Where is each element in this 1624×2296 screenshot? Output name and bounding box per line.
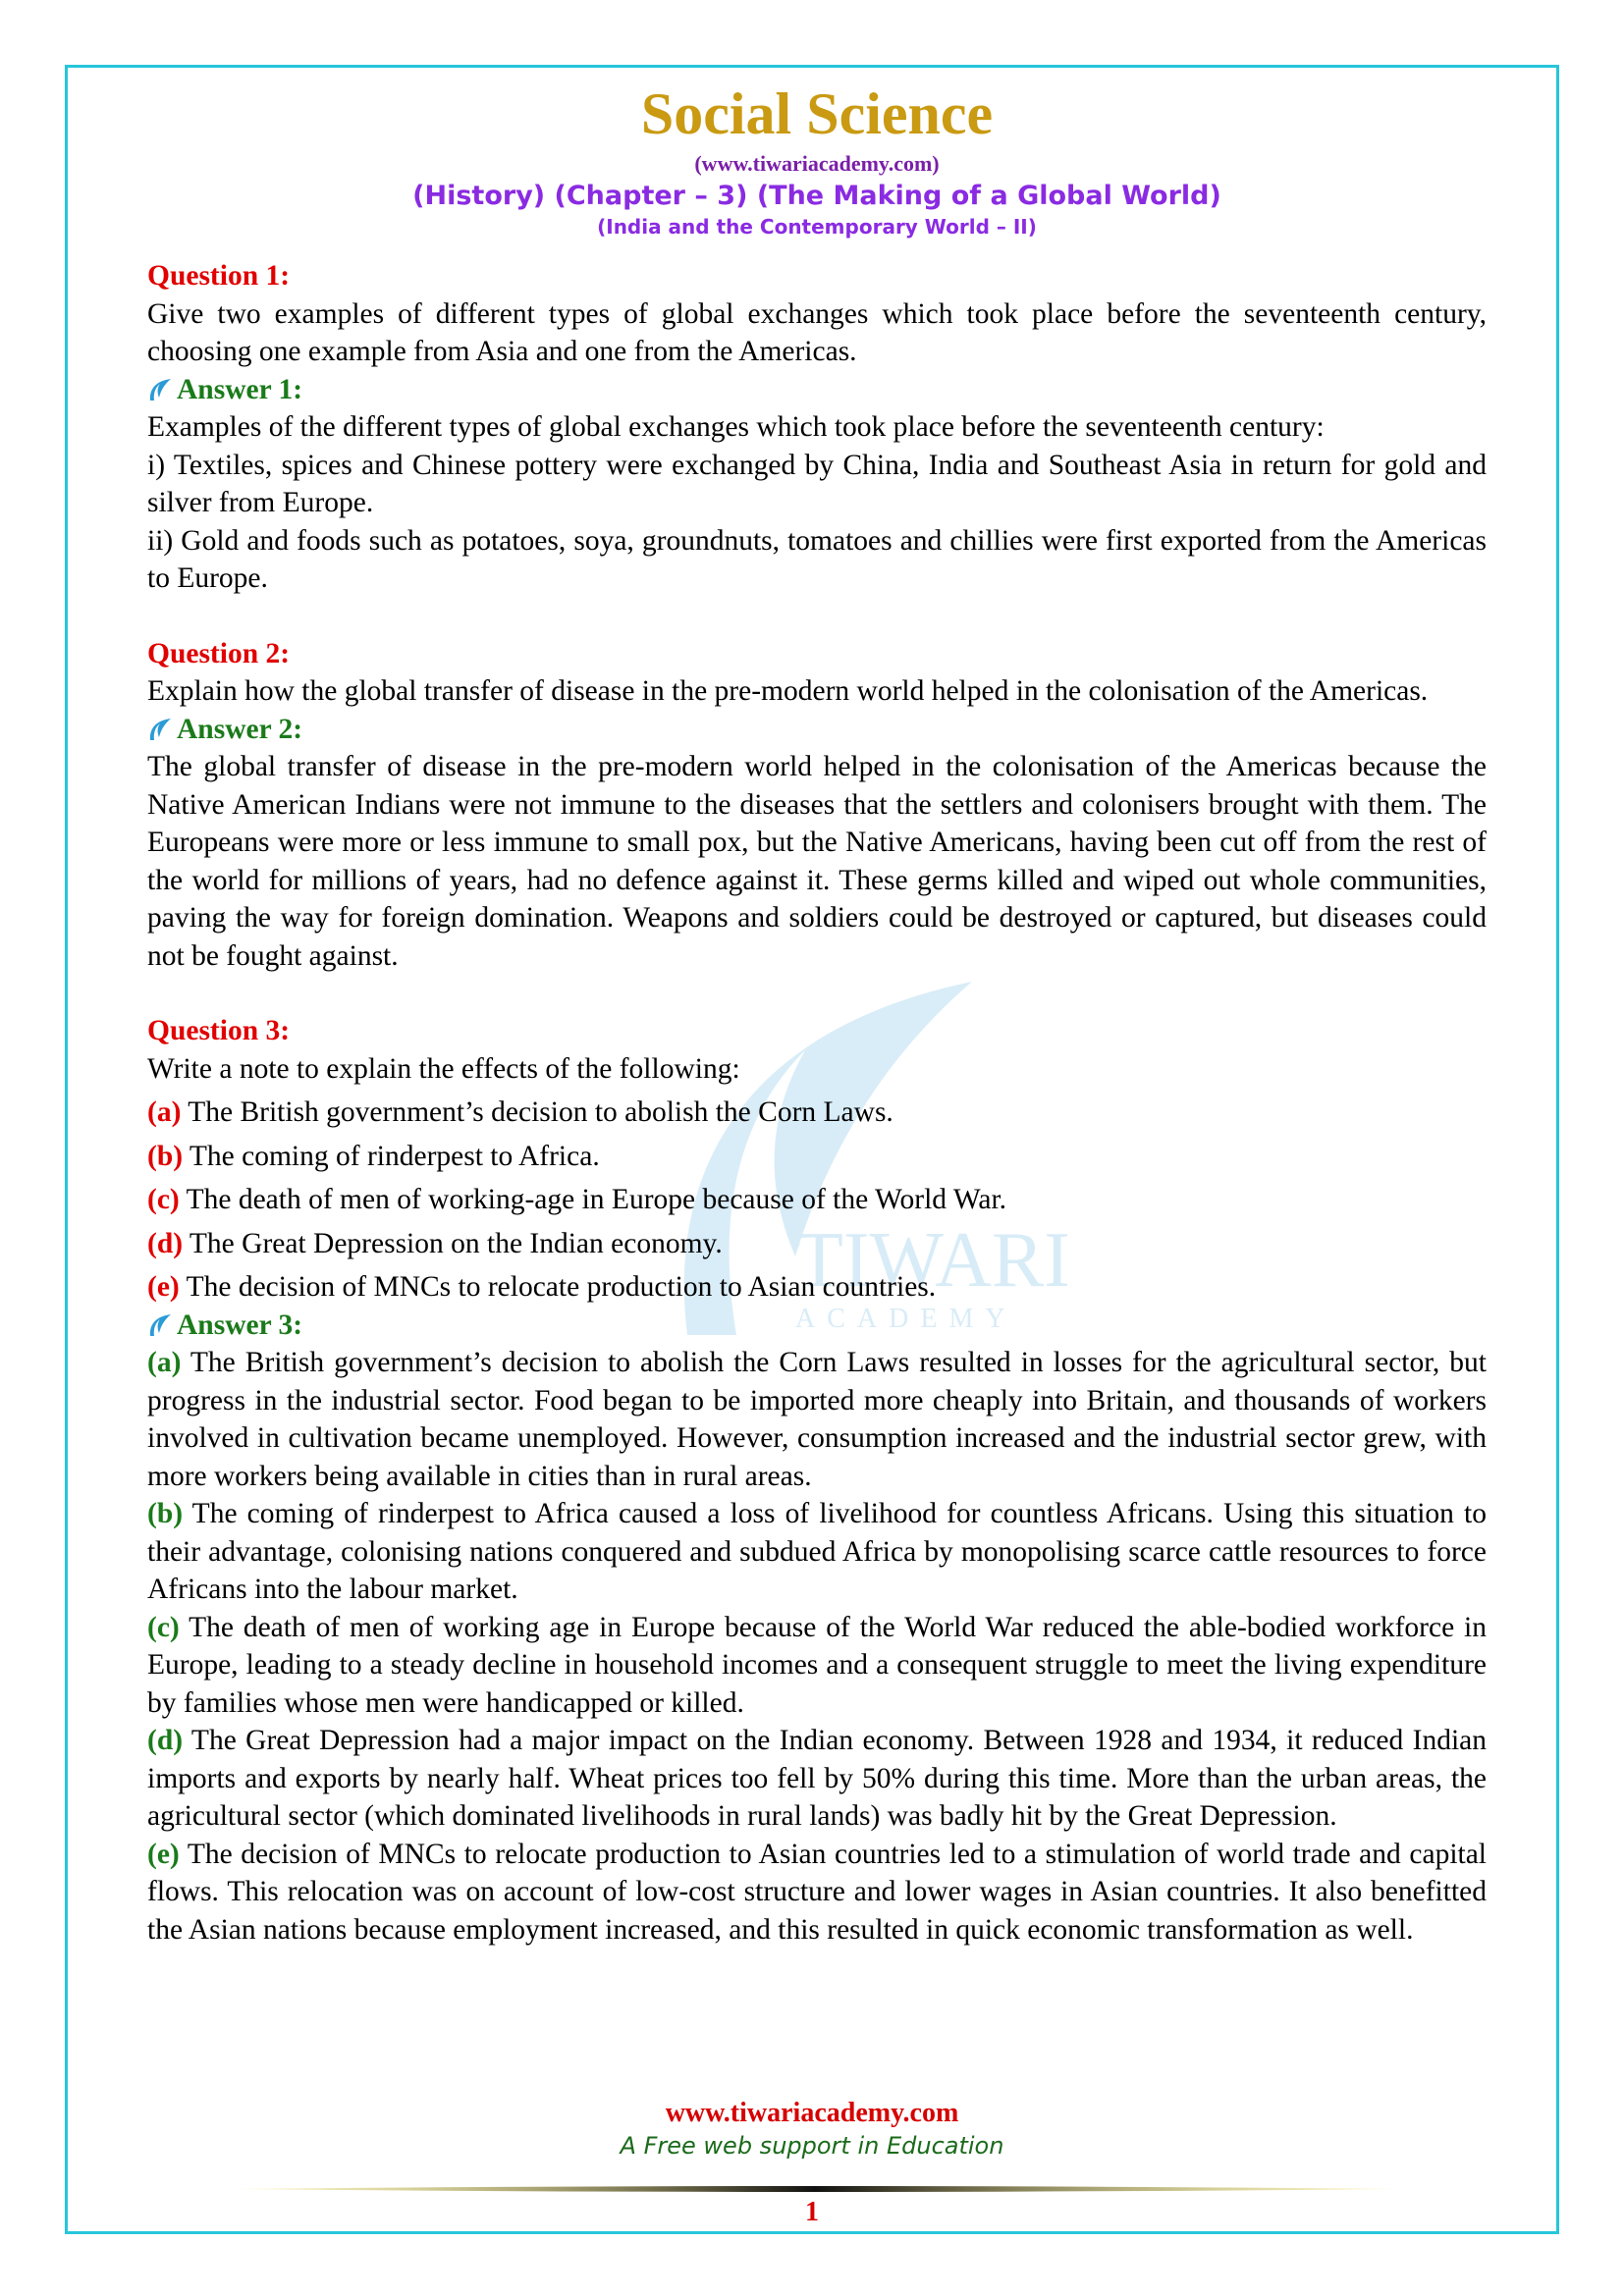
answer-1-line: i) Textiles, spices and Chinese pottery were exchanged by China, India and Southeast Asia in return for gold and silver from Europe. xyxy=(147,449,1487,518)
answer-3-part: (e) The decision of MNCs to relocate production to Asian countries led to a stimulation of world trade and capital flows. This relocation was on account of low-cost structure and lower wages in Asian countries. It also benefitted the Asian nations because employment increased, and this resulted in quick economic transformation as well. xyxy=(147,1838,1487,1946)
question-3-label: Question 3: xyxy=(147,1015,291,1046)
footer-url[interactable]: www.tiwariacademy.com xyxy=(665,2098,959,2128)
answer-3-label: Answer 3: xyxy=(177,1308,303,1341)
answer-1-label: Answer 1: xyxy=(177,373,303,405)
header-url: (www.tiwariacademy.com) xyxy=(694,151,940,176)
page-number: 1 xyxy=(805,2197,819,2227)
answer-3-heading xyxy=(147,1307,1487,1345)
question-3-item: (d) The Great Depression on the Indian economy. xyxy=(147,1227,723,1259)
page-header xyxy=(147,82,1487,240)
answer-2-text: The global transfer of disease in the pre-modern world helped in the colonisation of the Americas because the Native American Indians were not immune to the diseases that the settlers and colonisers brought with them. The Europeans were more or less immune to small pox, but the Native Americans, having been cut off from the rest of the world for millions of years, had no defence against it. These germs killed and wiped out whole communities, paving the way for foreign domination. Weapons and soldiers could be destroyed or captured, but diseases could not be fought against. xyxy=(147,751,1487,972)
question-3-item: (a) The British government’s decision to abolish the Corn Laws. xyxy=(147,1096,893,1128)
svg-text:TIWARI: TIWARI xyxy=(795,1217,1070,1304)
question-1-text: Give two examples of different types of global exchanges which took place before the seventeenth century, choosing one example from Asia and one from the Americas. xyxy=(147,297,1487,367)
question-2-text: Explain how the global transfer of disease in the pre-modern world helped in the colonisation of the Americas. xyxy=(147,675,1429,707)
question-3-item: (b) The coming of rinderpest to Africa. xyxy=(147,1140,600,1172)
book-heading: (India and the Contemporary World – II) xyxy=(597,215,1037,239)
leaf-logo-icon xyxy=(147,717,173,742)
answer-3-part: (c) The death of men of working age in Europe because of the World War reduced the able-bodied workforce in Europe, leading to a steady decline in household incomes and a consequent struggle to meet the living expenditure by families whose men were handicapped or killed. xyxy=(147,1611,1487,1719)
answer-1-line: Examples of the different types of global exchanges which took place before the seventeenth century: xyxy=(147,411,1325,443)
answer-2-label: Answer 2: xyxy=(177,713,303,745)
chapter-heading: (History) (Chapter – 3) (The Making of a Global World) xyxy=(412,181,1221,211)
leaf-logo-icon xyxy=(147,1312,173,1338)
qa-body xyxy=(147,257,1487,1949)
page-footer xyxy=(0,2097,1624,2162)
answer-3-part: (a) The British government’s decision to abolish the Corn Laws resulted in losses for the agricultural sector, but progress in the industrial sector. Food began to be imported more cheaply into Britain, and thousands of workers involved in cultivation became unemployed. However, consumption increased and the industrial sector grew, with more workers being available in cities than in rural areas. xyxy=(147,1347,1487,1492)
answer-3-part: (d) The Great Depression had a major impact on the Indian economy. Between 1928 and 1934, it reduced Indian imports and exports by nearly half. Wheat prices too fell by 50% during this time. More than the urban areas, the agricultural sector (which dominated livelihoods in rural lands) was badly hit by the Great Depression. xyxy=(147,1725,1488,1832)
question-1-label: Question 1: xyxy=(147,260,291,292)
answer-3-part: (b) The coming of rinderpest to Africa caused a loss of livelihood for countless Africans. Using this situation to their advantage, colonising nations conquered and subdued Africa by monopolising scarce cattle resources to force Africans into the labour market. xyxy=(147,1498,1488,1605)
footer-tagline: A Free web support in Education xyxy=(620,2132,1004,2160)
page-title: Social Science xyxy=(640,81,994,146)
footer-divider xyxy=(236,2185,1394,2193)
question-3-text: Write a note to explain the effects of the following: xyxy=(147,1052,740,1085)
question-3-item: (c) The death of men of working-age in Europe because of the World War. xyxy=(147,1184,1007,1215)
page-content xyxy=(147,82,1487,1949)
answer-2-heading xyxy=(147,711,1487,749)
answer-1-line: ii) Gold and foods such as potatoes, soya, groundnuts, tomatoes and chillies were first exported from the Americas to Europe. xyxy=(147,524,1487,594)
svg-text:ACADEMY: ACADEMY xyxy=(795,1304,1017,1334)
leaf-logo-icon xyxy=(147,377,173,402)
question-3-item: (e) The decision of MNCs to relocate production to Asian countries. xyxy=(147,1271,937,1303)
question-2-label: Question 2: xyxy=(147,637,291,669)
answer-1-heading xyxy=(147,371,1487,409)
